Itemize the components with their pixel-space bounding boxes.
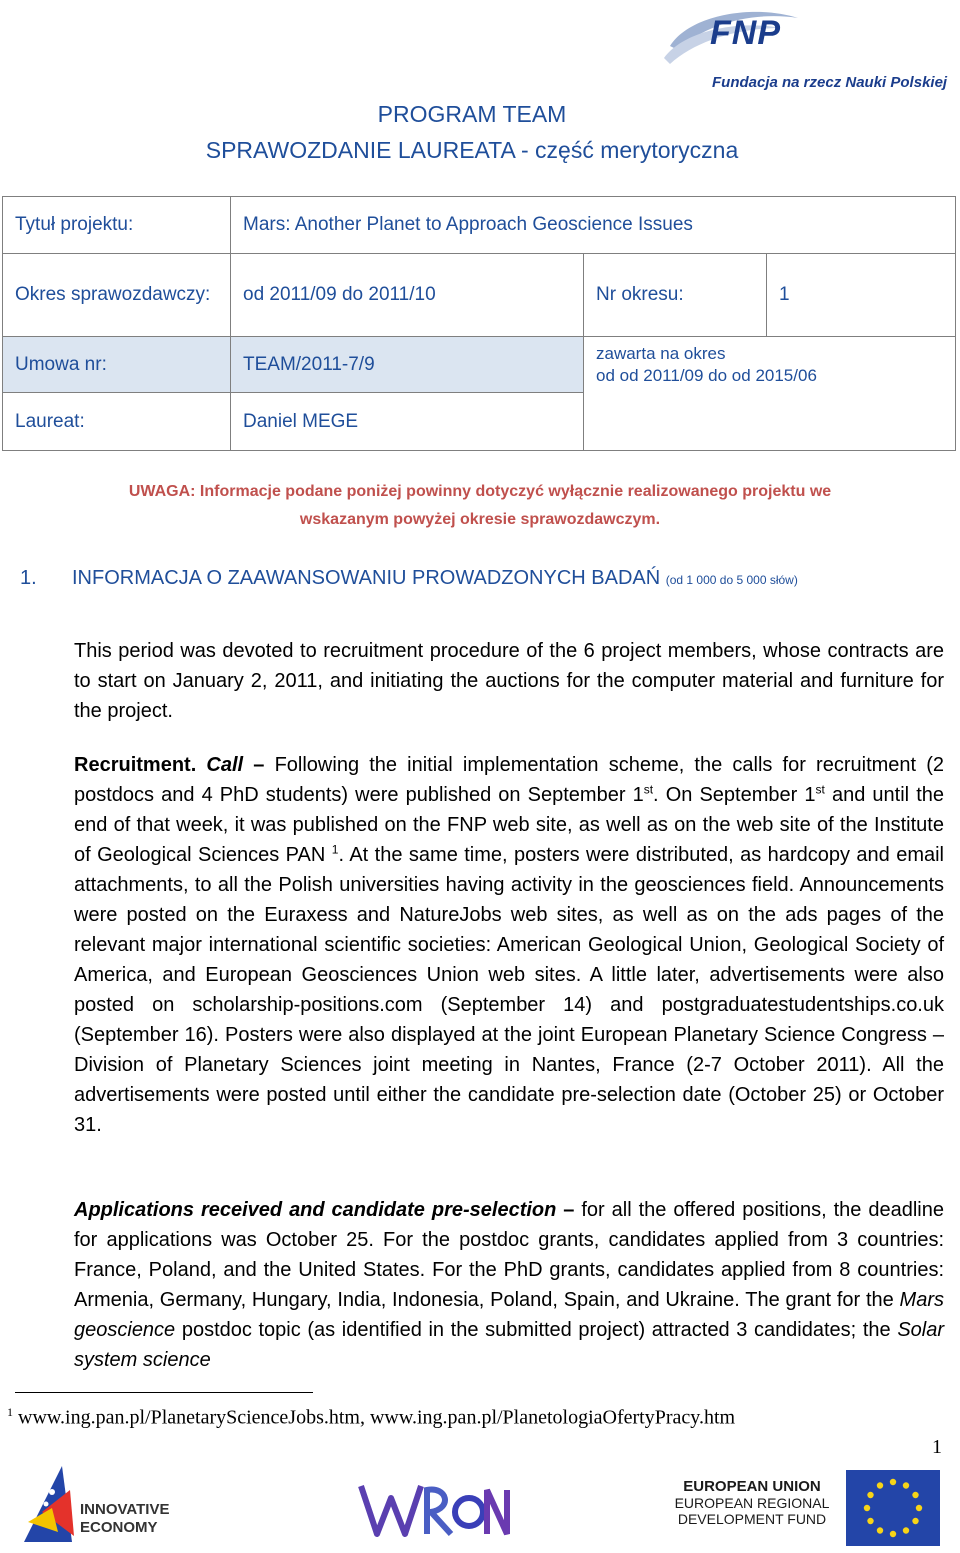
footnote-ref: 1: [331, 842, 339, 857]
section-word-limit: (od 1 000 do 5 000 słów): [665, 573, 798, 587]
mars-geoscience-topic: Mars geoscience: [74, 1289, 944, 1341]
fnp-logo-subtitle: Fundacja na rzecz Nauki Polskiej: [712, 74, 948, 91]
footnote-text: www.ing.pan.pl/PlanetaryScienceJobs.htm, www.ing.pan.pl/PlanetologiaOfertyPracy.htm: [18, 1406, 736, 1429]
recruitment-text-c: and until the end of that week, it was published on the FNP web site, as well as on the web site of the Institute of Geological Sciences PAN: [74, 784, 944, 866]
call-label: Call: [206, 754, 244, 776]
eu-line3: DEVELOPMENT FUND: [677, 1511, 827, 1527]
contract-value: TEAM/2011-7/9: [231, 337, 584, 393]
document-subtitle: SPRAWOZDANIE LAUREATA - część merytoryczna: [205, 137, 739, 163]
footnote-mark: 1: [7, 1405, 13, 1419]
applications-text-b: postdoc topic (as identified in the submitted project) attracted 3 candidates; the: [181, 1319, 891, 1341]
contract-term-line1: zawarta na okres: [596, 344, 726, 363]
call-dash: –: [253, 754, 265, 776]
eu-flag-icon: [846, 1470, 940, 1546]
sup-st-1: st: [643, 782, 654, 797]
fnp-logo: [652, 4, 952, 96]
innovative-economy-logo: [22, 1462, 172, 1547]
warning-line-1: UWAGA: Informacje podane poniżej powinny dotyczyć wyłącznie realizowanego projektu we: [128, 483, 832, 500]
project-info-table: [2, 196, 956, 451]
warning-line-2: wskazanym powyżej okresie sprawozdawczym.: [299, 511, 661, 528]
applications-dash: –: [563, 1199, 575, 1221]
period-label: [3, 254, 231, 337]
fnp-logo-text: FNP: [710, 14, 781, 52]
period-label-text: Okres sprawozdawczy:: [15, 284, 211, 305]
innovative-line1: INNOVATIVE: [80, 1501, 170, 1518]
sup-st-2: st: [815, 782, 825, 797]
eu-line1: EUROPEAN UNION: [683, 1478, 821, 1495]
section-heading: [20, 567, 798, 590]
recruitment-text-d: . At the same time, posters were distributed, as hardcopy and email attachments, to all the Polish universities having activity in the geosciences field. Announcements were posted on the Euraxess and NatureJobs web sites, as well as on the ads pages of the relevant major international scientific societies: American Geological Union, Geological Society of America, and European Geosciences Union web sites. A little later, advertisements were also posted on scholarship-positions.com (September 14) and postgraduatestudentships.co.uk (September 16). Posters were also displayed at the joint European Planetary Science Congress – Division of Planetary Sciences joint meeting in Nantes, France (2-7 October 2011). All the advertisements were posted until either the candidate pre-selection date (October 25) or October 31.: [74, 844, 944, 1136]
document-title: PROGRAM TEAM: [377, 101, 567, 127]
recruitment-text-a: Following the initial implementation scheme, the calls for recruitment (2 postdocs and 4 PhD students) were published on September 1: [74, 754, 945, 806]
paragraph-applications: [74, 1195, 944, 1375]
innovative-line2: ECONOMY: [80, 1519, 158, 1536]
paragraph-recruitment: [74, 750, 944, 1140]
contract-term: [584, 337, 956, 451]
laureate-label: Laureat:: [3, 393, 231, 451]
period-number-value: 1: [767, 254, 956, 337]
applications-heading: Applications received and candidate pre-selection: [74, 1199, 557, 1221]
eu-line2: EUROPEAN REGIONAL: [674, 1495, 830, 1511]
footnote-separator: [15, 1392, 313, 1393]
applications-text-a: for all the offered positions, the deadline for applications was October 25. For the postdoc grants, candidates applied from 3 countries: France, Poland, and the United States. For the PhD grants, candidates applied from 8 countries: Armenia, Germany, Hungary, India, Indonesia, Poland, Spain, and Ukraine. The grant for the: [74, 1199, 944, 1311]
period-value: od 2011/09 do 2011/10: [231, 254, 584, 337]
paragraph-intro: This period was devoted to recruitment procedure of the 6 project members, whose contracts are to start on January 2, 2011, and initiating the auctions for the computer material and furniture for the project.: [74, 640, 944, 722]
solar-system-topic: Solar system science: [74, 1319, 945, 1371]
project-title-label: Tytuł projektu:: [3, 197, 231, 254]
recruitment-text-b: . On September 1: [653, 784, 816, 806]
footnote: [7, 1405, 735, 1430]
recruitment-heading: Recruitment.: [74, 754, 197, 776]
eu-text-block: [672, 1478, 832, 1548]
laureate-value: Daniel MEGE: [231, 393, 584, 451]
page-number: 1: [932, 1436, 942, 1458]
wrona-logo: [355, 1468, 515, 1548]
section-title: INFORMACJA O ZAAWANSOWANIU PROWADZONYCH BADAŃ: [72, 567, 661, 589]
contract-label: Umowa nr:: [3, 337, 231, 393]
period-number-label: Nr okresu:: [584, 254, 767, 337]
contract-term-line2: od od 2011/09 do od 2015/06: [596, 366, 817, 385]
project-title-value: Mars: Another Planet to Approach Geoscience Issues: [231, 197, 956, 254]
section-number: 1.: [20, 567, 37, 589]
wrona-text: WRONA: [433, 1546, 437, 1547]
